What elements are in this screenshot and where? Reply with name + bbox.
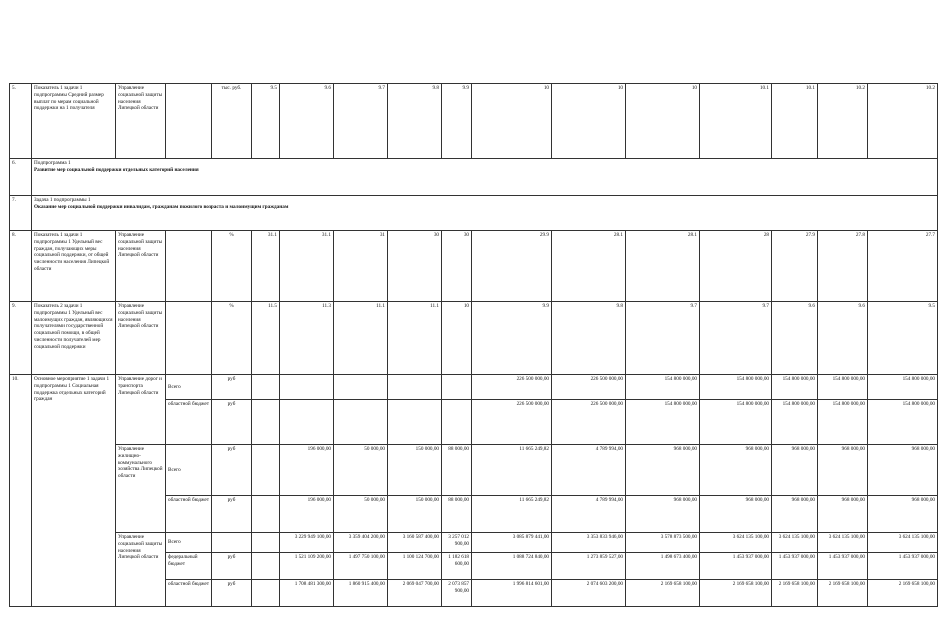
value-cell: 30 — [442, 231, 472, 302]
value-cell: 3 624 135 100,00 — [868, 533, 938, 553]
value-cell: 1 497 750 100,00 — [334, 553, 388, 580]
value-cell: 10.1 — [700, 84, 772, 159]
value-cell: 154 800 000,00 — [626, 375, 700, 400]
table-row — [10, 231, 938, 302]
value-cell: 2 074 603 200,00 — [552, 580, 626, 607]
value-cell: 9.7 — [626, 302, 700, 375]
value-cell: 150 000,00 — [388, 496, 442, 533]
activity-name: Основное мероприятие 1 задачи 1 подпрограммы 1 Социальная поддержка отдельных категорий граждан — [32, 375, 116, 607]
value-cell: 1 273 859 527,00 — [552, 553, 626, 580]
value-cell: 9.9 — [472, 302, 552, 375]
unit-cell: тыс. руб. — [212, 84, 252, 159]
value-cell: 3 229 949 100,00 — [280, 533, 334, 553]
value-cell: 154 800 000,00 — [700, 375, 772, 400]
table-row — [10, 84, 938, 159]
funding-source: областной бюджет — [166, 400, 212, 445]
value-cell: 1 453 937 000,00 — [772, 553, 818, 580]
program-indicators-table — [9, 83, 938, 607]
value-cell: 31.1 — [252, 231, 280, 302]
value-cell: 3 085 879 441,00 — [472, 533, 552, 553]
value-cell: 968 000,00 — [700, 445, 772, 496]
value-cell: 31.1 — [280, 231, 334, 302]
value-cell: 11.1 — [334, 302, 388, 375]
row-number: 6. — [10, 159, 32, 196]
value-cell: 27.9 — [772, 231, 818, 302]
value-cell: 968 000,00 — [626, 445, 700, 496]
value-cell: 27.8 — [818, 231, 868, 302]
executor-name: Управление социальной защиты населения Липецкой области — [116, 302, 166, 375]
value-cell: 968 000,00 — [772, 445, 818, 496]
value-cell: 968 000,00 — [868, 496, 938, 533]
section-title: Подпрограмма 1 — [34, 160, 71, 166]
value-cell: 10.2 — [818, 84, 868, 159]
section-heading — [32, 159, 938, 196]
funding-source: областной бюджет — [166, 580, 212, 607]
value-cell: 1 453 937 000,00 — [818, 553, 868, 580]
row-number: 10. — [10, 375, 32, 607]
value-cell: 1 453 937 000,00 — [868, 553, 938, 580]
value-cell: 50 000,00 — [334, 445, 388, 496]
value-cell: 10 — [472, 84, 552, 159]
value-cell: 29.9 — [472, 231, 552, 302]
value-cell: 3 359 404 200,00 — [334, 533, 388, 553]
value-cell: 968 000,00 — [818, 445, 868, 496]
executor-name: Управление социальной защиты населения Липецкой области — [116, 533, 166, 607]
unit-cell: руб — [212, 445, 252, 496]
value-cell: 9.8 — [552, 302, 626, 375]
indicator-name: Показатель 2 задачи 1 подпрограммы 1 Удельный вес малоимущих граждан, являющихся получателями государственной социальной помощи, в общей численности получателей мер социальной поддержки — [32, 302, 116, 375]
value-cell: 9.5 — [868, 302, 938, 375]
value-cell — [334, 375, 388, 400]
value-cell: 3 160 587 400,00 — [388, 533, 442, 553]
value-cell: 11.5 — [252, 302, 280, 375]
value-cell: 154 800 000,00 — [772, 400, 818, 445]
value-cell: 11.3 — [280, 302, 334, 375]
unit-cell: руб — [212, 496, 252, 533]
unit-cell: % — [212, 302, 252, 375]
value-cell: 10.2 — [868, 84, 938, 159]
value-cell: 88 000,00 — [442, 496, 472, 533]
value-cell: 3 353 833 946,00 — [552, 533, 626, 553]
value-cell: 1 100 124 700,00 — [388, 553, 442, 580]
funding-source: Всего — [166, 445, 212, 496]
value-cell — [388, 375, 442, 400]
value-cell: 4 789 994,00 — [552, 445, 626, 496]
value-cell — [388, 400, 442, 445]
value-cell: 9.6 — [818, 302, 868, 375]
section-heading — [32, 196, 938, 231]
unit-cell — [212, 533, 252, 553]
value-cell: 196 000,00 — [280, 445, 334, 496]
value-cell: 1 996 814 601,00 — [472, 580, 552, 607]
value-cell — [252, 496, 280, 533]
value-cell: 968 000,00 — [626, 496, 700, 533]
value-cell: 28.1 — [626, 231, 700, 302]
table-row — [10, 375, 938, 400]
section-subtitle: Развитие мер социальной поддержки отдельных категорий населения — [34, 166, 199, 173]
executor-name: Управление социальной защиты населения Липецкой области — [116, 84, 166, 159]
value-cell: 2 169 658 100,00 — [868, 580, 938, 607]
value-cell: 1 453 937 000,00 — [700, 553, 772, 580]
value-cell: 11 665 249,82 — [472, 445, 552, 496]
value-cell: 10 — [626, 84, 700, 159]
indicator-name: Показатель 1 задачи 1 подпрограммы Средний размер выплат по мерам социальной поддержки на 1 получателя — [32, 84, 116, 159]
value-cell: 1 521 109 200,00 — [280, 553, 334, 580]
value-cell: 226 500 000,00 — [552, 400, 626, 445]
value-cell: 10.1 — [772, 84, 818, 159]
value-cell: 28 — [700, 231, 772, 302]
value-cell: 154 800 000,00 — [772, 375, 818, 400]
value-cell: 154 800 000,00 — [818, 400, 868, 445]
value-cell — [280, 400, 334, 445]
row-number: 7. — [10, 196, 32, 231]
value-cell: 4 789 994,00 — [552, 496, 626, 533]
value-cell: 1 182 618 600,00 — [442, 553, 472, 580]
value-cell: 88 000,00 — [442, 445, 472, 496]
value-cell: 9.6 — [280, 84, 334, 159]
value-cell: 9.9 — [442, 84, 472, 159]
section-title: Задача 1 подпрограммы 1 — [34, 197, 91, 203]
value-cell: 31 — [334, 231, 388, 302]
value-cell: 30 — [388, 231, 442, 302]
value-cell: 9.5 — [252, 84, 280, 159]
value-cell: 196 000,00 — [280, 496, 334, 533]
value-cell: 226 500 000,00 — [552, 375, 626, 400]
source-cell — [166, 302, 212, 375]
value-cell — [252, 580, 280, 607]
value-cell — [280, 375, 334, 400]
row-number: 8. — [10, 231, 32, 302]
value-cell: 1 708 481 300,00 — [280, 580, 334, 607]
value-cell: 2 069 047 700,00 — [388, 580, 442, 607]
unit-cell: руб — [212, 580, 252, 607]
row-number: 5. — [10, 84, 32, 159]
source-cell — [166, 231, 212, 302]
value-cell: 226 500 000,00 — [472, 400, 552, 445]
value-cell — [252, 445, 280, 496]
value-cell: 968 000,00 — [700, 496, 772, 533]
value-cell: 1 498 673 400,00 — [626, 553, 700, 580]
value-cell: 9.7 — [334, 84, 388, 159]
value-cell: 9.7 — [700, 302, 772, 375]
value-cell: 50 000,00 — [334, 496, 388, 533]
indicator-name: Показатель 1 задачи 1 подпрограммы 1 Удельный вес граждан, получающих меры социальной поддержки, от общей численности населения Липецкой области — [32, 231, 116, 302]
value-cell: 9.8 — [388, 84, 442, 159]
value-cell: 2 169 658 100,00 — [626, 580, 700, 607]
value-cell: 1 860 915 400,00 — [334, 580, 388, 607]
value-cell: 3 578 873 500,00 — [626, 533, 700, 553]
executor-name: Управление социальной защиты населения Липецкой области — [116, 231, 166, 302]
row-number: 9. — [10, 302, 32, 375]
executor-name: Управление дорог и транспорта Липецкой области — [116, 375, 166, 445]
section-subtitle: Оказание мер социальной поддержки инвалидам, гражданам пожилого возраста и малоимущим гражданам — [34, 203, 289, 210]
value-cell: 2 169 658 100,00 — [700, 580, 772, 607]
value-cell: 154 800 000,00 — [700, 400, 772, 445]
executor-name: Управление жилищно-коммунального хозяйства Липецкой области — [116, 445, 166, 533]
value-cell: 10 — [442, 302, 472, 375]
value-cell: 968 000,00 — [818, 496, 868, 533]
value-cell: 11 665 249,82 — [472, 496, 552, 533]
value-cell — [252, 375, 280, 400]
value-cell: 1 088 724 840,00 — [472, 553, 552, 580]
funding-source: федеральный бюджет — [166, 553, 212, 580]
funding-source: Всего — [166, 375, 212, 400]
funding-source: областной бюджет — [166, 496, 212, 533]
value-cell: 2 169 658 100,00 — [818, 580, 868, 607]
unit-cell: руб — [212, 400, 252, 445]
value-cell: 154 800 000,00 — [868, 375, 938, 400]
unit-cell: руб — [212, 375, 252, 400]
value-cell — [252, 533, 280, 553]
value-cell: 226 500 000,00 — [472, 375, 552, 400]
value-cell: 2 169 658 100,00 — [772, 580, 818, 607]
funding-source: Всего — [166, 533, 212, 553]
value-cell: 27.7 — [868, 231, 938, 302]
value-cell: 3 257 012 900,00 — [442, 533, 472, 553]
value-cell: 11.1 — [388, 302, 442, 375]
table-row — [10, 159, 938, 196]
value-cell — [334, 400, 388, 445]
value-cell — [442, 400, 472, 445]
value-cell: 3 624 135 100,00 — [700, 533, 772, 553]
value-cell: 28.1 — [552, 231, 626, 302]
value-cell: 9.6 — [772, 302, 818, 375]
value-cell — [252, 400, 280, 445]
value-cell: 154 800 000,00 — [626, 400, 700, 445]
value-cell: 154 800 000,00 — [818, 375, 868, 400]
unit-cell: % — [212, 231, 252, 302]
value-cell: 10 — [552, 84, 626, 159]
value-cell — [442, 375, 472, 400]
source-cell — [166, 84, 212, 159]
table-row — [10, 533, 938, 553]
value-cell: 154 800 000,00 — [868, 400, 938, 445]
table-row — [10, 196, 938, 231]
value-cell: 3 624 135 100,00 — [818, 533, 868, 553]
value-cell: 150 000,00 — [388, 445, 442, 496]
value-cell: 968 000,00 — [772, 496, 818, 533]
table-row — [10, 302, 938, 375]
value-cell: 968 000,00 — [868, 445, 938, 496]
value-cell — [252, 553, 280, 580]
value-cell: 2 073 857 900,00 — [442, 580, 472, 607]
unit-cell: руб — [212, 553, 252, 580]
table-row — [10, 445, 938, 496]
value-cell: 3 624 135 100,00 — [772, 533, 818, 553]
